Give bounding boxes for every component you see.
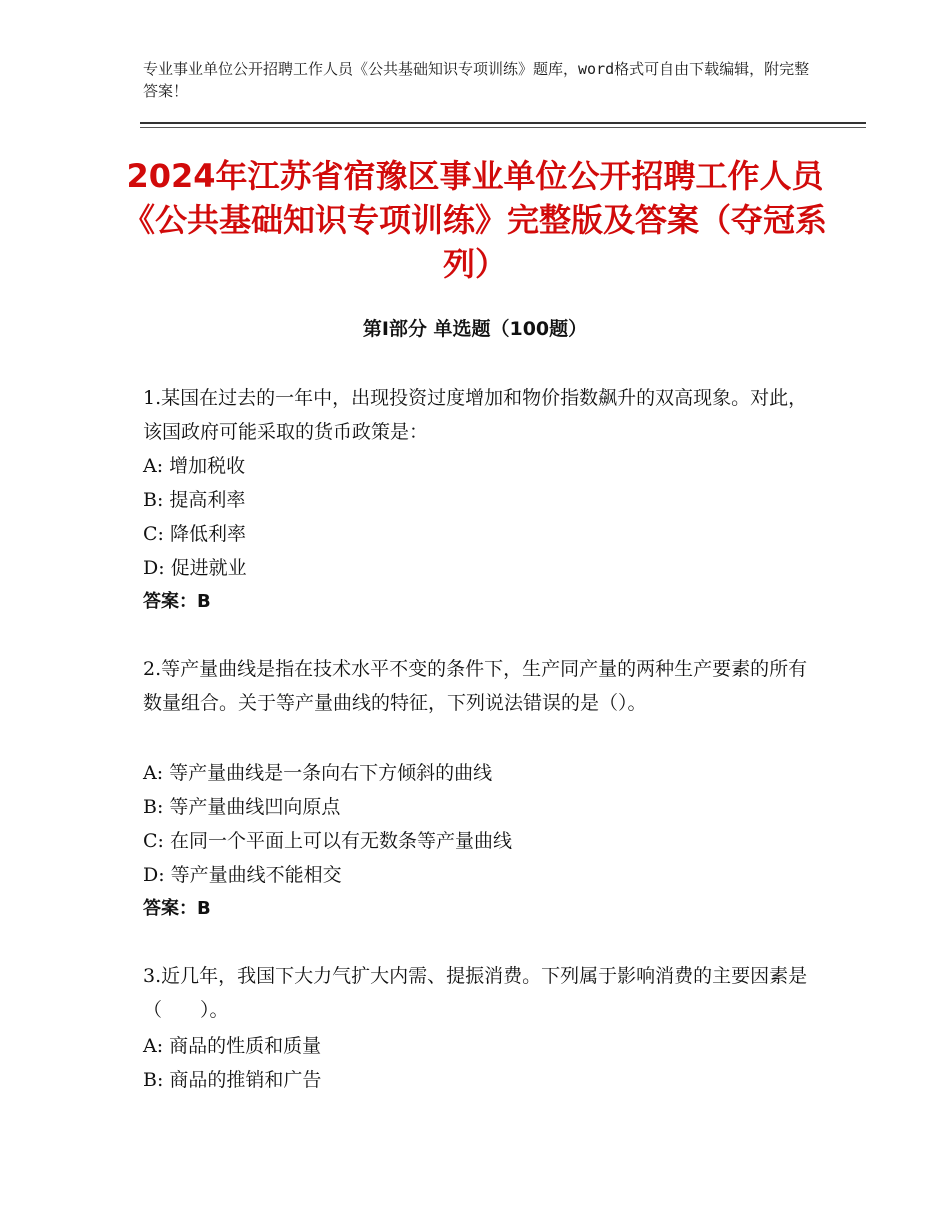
question-1-option-a: A: 增加税收 bbox=[143, 455, 246, 477]
question-2-option-d: D: 等产量曲线不能相交 bbox=[143, 864, 342, 886]
question-1-option-c: C: 降低利率 bbox=[143, 523, 246, 545]
header-note: 专业事业单位公开招聘工作人员《公共基础知识专项训练》题库，word格式可自由下载编辑，附完整答案！ bbox=[143, 60, 810, 100]
section-title: 第Ⅰ部分 单选题（100题） bbox=[362, 318, 588, 340]
question-2-option-a: A: 等产量曲线是一条向右下方倾斜的曲线 bbox=[143, 762, 493, 784]
question-2-text: 2.等产量曲线是指在技术水平不变的条件下，生产同产量的两种生产要素的所有数量组合。关于等产量曲线的特征，下列说法错误的是（）。 bbox=[143, 658, 808, 714]
question-2-option-c: C: 在同一个平面上可以有无数条等产量曲线 bbox=[143, 830, 512, 852]
header-rule-thick bbox=[140, 122, 866, 124]
question-1-answer: 答案：B bbox=[143, 591, 211, 612]
question-3-option-a: A: 商品的性质和质量 bbox=[143, 1035, 322, 1057]
question-1-option-b: B: 提高利率 bbox=[143, 489, 246, 511]
question-2-option-b: B: 等产量曲线凹向原点 bbox=[143, 796, 341, 818]
header-rule-thin bbox=[140, 127, 866, 128]
question-3-text: 3.近几年，我国下大力气扩大内需、提振消费。下列属于影响消费的主要因素是（ ）。 bbox=[143, 965, 808, 1021]
question-2-answer: 答案：B bbox=[143, 898, 211, 919]
question-1-text: 1.某国在过去的一年中，出现投资过度增加和物价指数飙升的双高现象。对此，该国政府可能采取的货币政策是： bbox=[143, 387, 808, 443]
question-3-option-b: B: 商品的推销和广告 bbox=[143, 1069, 322, 1091]
question-1-option-d: D: 促进就业 bbox=[143, 557, 247, 579]
document-title: 2024年江苏省宿豫区事业单位公开招聘工作人员《公共基础知识专项训练》完整版及答案（夺冠系列） bbox=[122, 157, 827, 283]
